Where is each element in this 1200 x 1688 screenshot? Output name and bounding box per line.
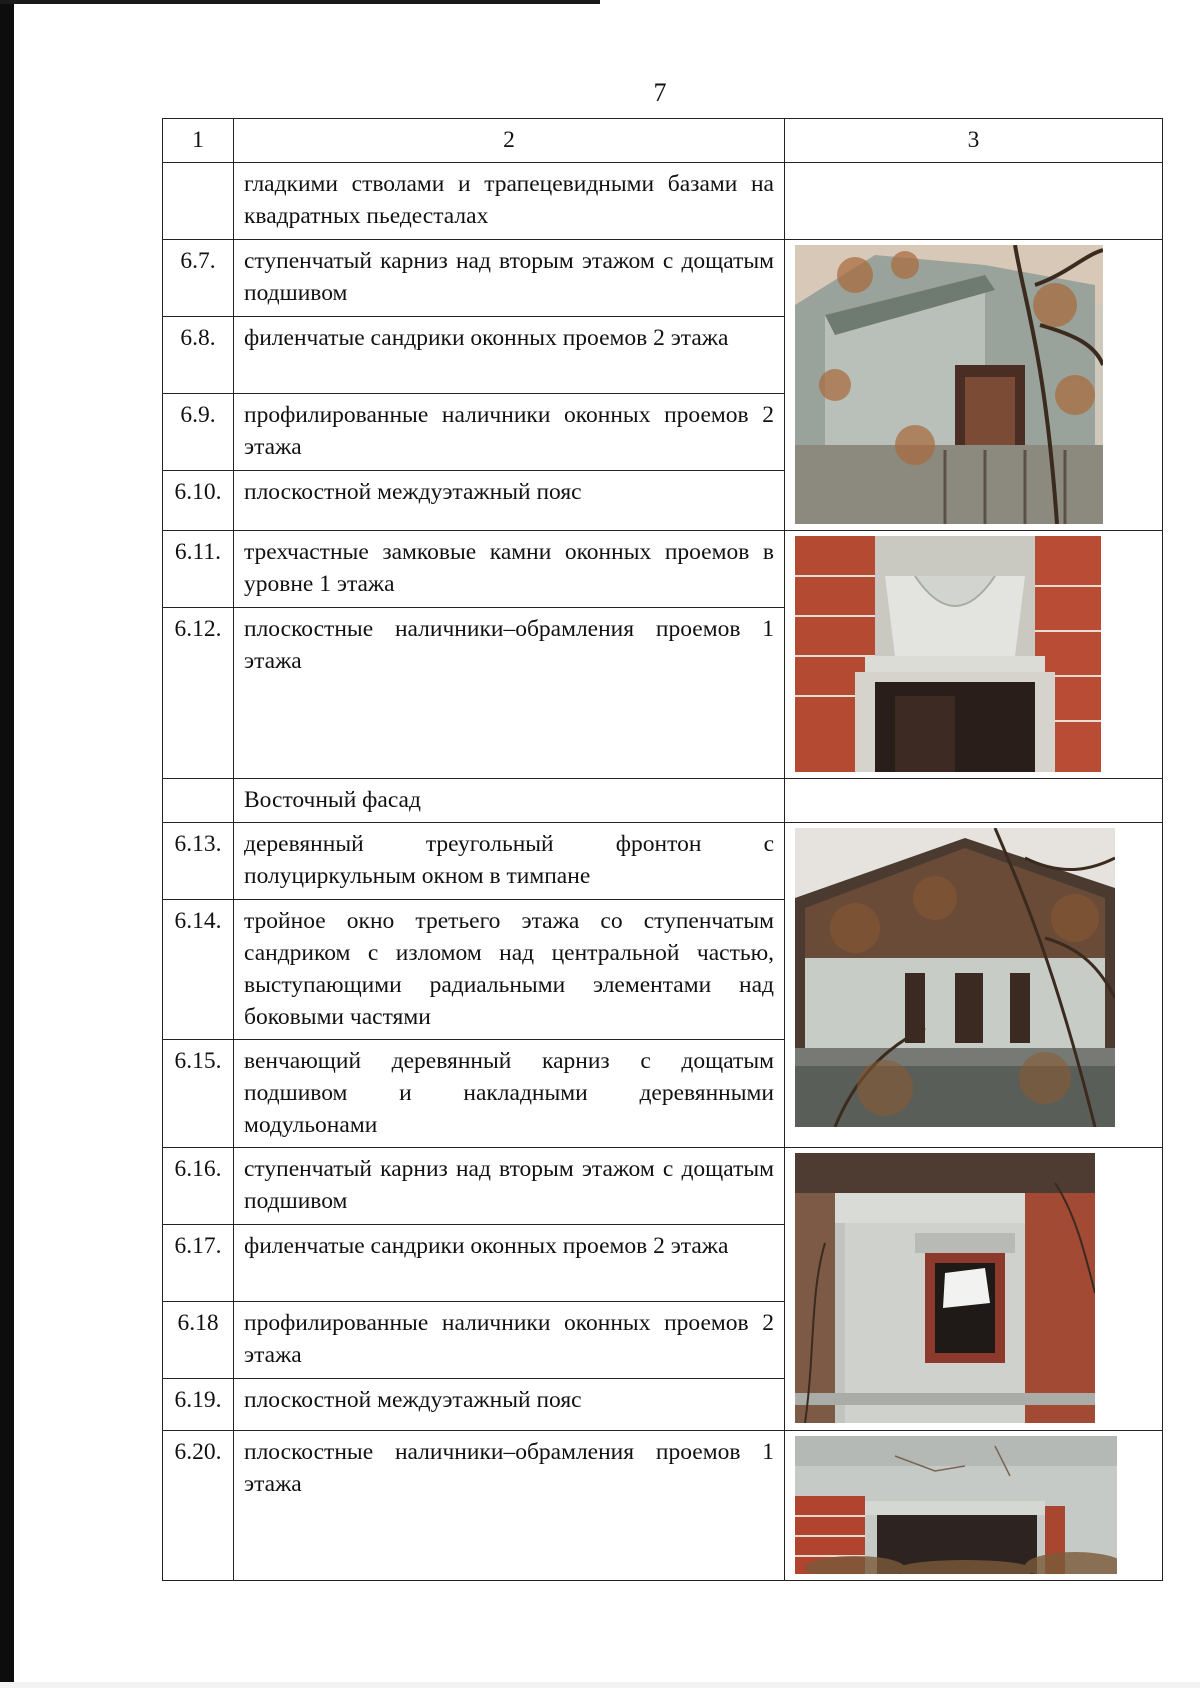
photo-east-facade-ground-window [795, 1436, 1117, 1574]
row-number: 6.14. [163, 900, 234, 1040]
row-number: 6.15. [163, 1040, 234, 1148]
row-number [163, 163, 234, 240]
row-number: 6.9. [163, 394, 234, 471]
row-description: плоскостные наличники–обрамления проемов 1 этажа [234, 1431, 785, 1581]
row-description: деревянный треугольный фронтон с полуциркульным окном в тимпане [234, 823, 785, 900]
photo-cell [785, 1148, 1163, 1431]
row-number [163, 779, 234, 823]
table-row [163, 1148, 1163, 1225]
row-number: 6.19. [163, 1379, 234, 1431]
row-description: профилированные наличники оконных проемов 2 этажа [234, 1302, 785, 1379]
row-number: 6.12. [163, 608, 234, 779]
scan-edge-bottom [0, 1682, 1200, 1688]
section-row [163, 779, 1163, 823]
row-photo-empty [785, 163, 1163, 240]
table-row [163, 823, 1163, 900]
row-description: гладкими стволами и трапецевидными базами на квадратных пьедесталах [234, 163, 785, 240]
table-row [163, 240, 1163, 317]
photo-keystone-window [795, 536, 1101, 772]
row-number: 6.10. [163, 471, 234, 531]
section-title: Восточный фасад [234, 779, 785, 823]
row-number: 6.8. [163, 317, 234, 394]
photo-cell [785, 823, 1163, 1148]
col-header-1: 1 [163, 119, 234, 163]
photo-cell [785, 531, 1163, 779]
row-description: профилированные наличники оконных проемов 2 этажа [234, 394, 785, 471]
row-description: плоскостной междуэтажный пояс [234, 471, 785, 531]
photo-cell [785, 240, 1163, 531]
row-number: 6.11. [163, 531, 234, 608]
row-description: трехчастные замковые камни оконных проемов в уровне 1 этажа [234, 531, 785, 608]
photo-cell [785, 1431, 1163, 1581]
table-header-row [163, 119, 1163, 163]
table-row [163, 163, 1163, 240]
scan-edge-left [0, 0, 14, 1688]
table-row [163, 531, 1163, 608]
row-description: ступенчатый карниз над вторым этажом с дощатым подшивом [234, 1148, 785, 1225]
scan-edge-top [0, 0, 600, 4]
row-number: 6.16. [163, 1148, 234, 1225]
col-header-2: 2 [234, 119, 785, 163]
col-header-3: 3 [785, 119, 1163, 163]
monument-elements-table [162, 118, 1163, 1581]
row-number: 6.17. [163, 1225, 234, 1302]
row-number: 6.7. [163, 240, 234, 317]
row-number: 6.18 [163, 1302, 234, 1379]
row-number: 6.20. [163, 1431, 234, 1581]
table-row [163, 1431, 1163, 1581]
row-description: ступенчатый карниз над вторым этажом с дощатым подшивом [234, 240, 785, 317]
page-number: 7 [653, 78, 667, 107]
photo-east-facade-gable [795, 828, 1115, 1127]
row-photo-empty [785, 779, 1163, 823]
row-number: 6.13. [163, 823, 234, 900]
photo-east-facade-window [795, 1153, 1095, 1423]
row-description: плоскостной междуэтажный пояс [234, 1379, 785, 1431]
row-description: тройное окно третьего этажа со ступенчатым сандриком с изломом над центральной частью, выступающими радиальными элементами над боковыми частями [234, 900, 785, 1040]
row-description: филенчатые сандрики оконных проемов 2 этажа [234, 317, 785, 394]
row-description: венчающий деревянный карниз с дощатым подшивом и накладными деревянными модульонами [234, 1040, 785, 1148]
row-description: филенчатые сандрики оконных проемов 2 этажа [234, 1225, 785, 1302]
photo-facade-upper-corner [795, 245, 1103, 524]
row-description: плоскостные наличники–обрамления проемов 1 этажа [234, 608, 785, 779]
